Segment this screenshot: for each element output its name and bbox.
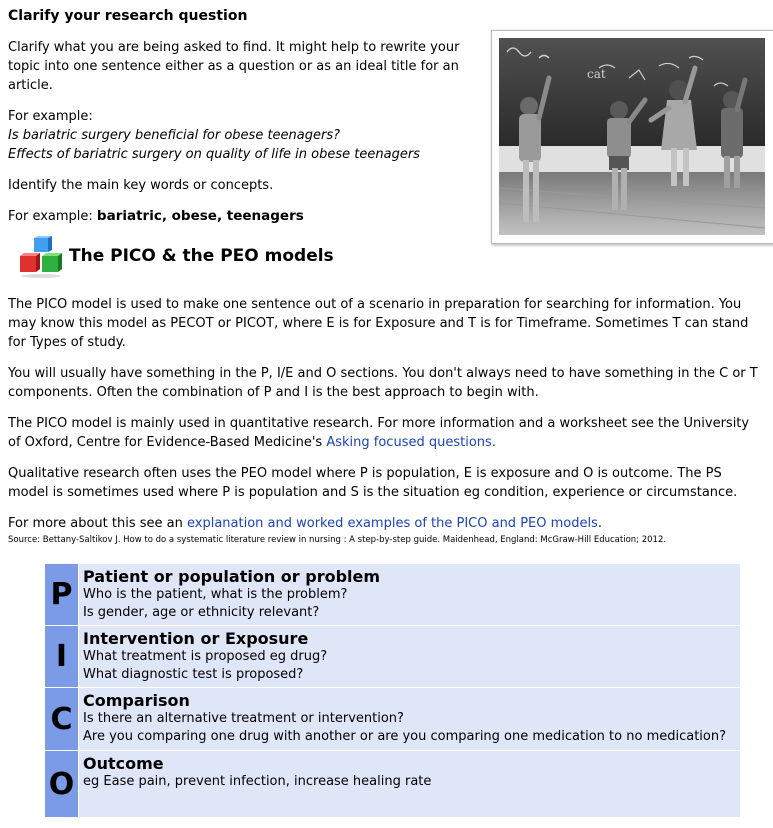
pico-row-line: Who is the patient, what is the problem? — [83, 587, 348, 602]
pico-row-line: What treatment is proposed eg drug? — [83, 649, 328, 664]
pico-row-o — [45, 751, 740, 818]
keywords-prefix: For example: — [8, 209, 97, 224]
pico-description — [8, 295, 765, 533]
pico-paragraph-3 — [8, 414, 765, 452]
children-chalkboard-photo — [499, 38, 765, 235]
pico-table — [45, 564, 740, 818]
pico-content — [78, 626, 740, 687]
example-block — [8, 107, 478, 164]
pico-row-line: What diagnostic test is proposed? — [83, 667, 304, 682]
pico-paragraph-3-text: The PICO model is mainly used in quantitative research. For more information and a worksheet see the University of Oxford, Centre for Evidence-Based Medicine's — [8, 416, 750, 450]
section-heading: Clarify your research question — [8, 8, 248, 24]
pico-row-c — [45, 688, 740, 751]
more-info-suffix: . — [597, 516, 603, 531]
pico-row-line: eg Ease pain, prevent infection, increase healing rate — [83, 774, 432, 789]
pico-row-i — [45, 626, 740, 688]
pico-row-title: Intervention or Exposure — [83, 629, 309, 648]
photo-frame — [491, 30, 773, 244]
asking-focused-questions-link[interactable]: Asking focused questions. — [326, 435, 496, 450]
example-title: Effects of bariatric surgery on quality of life in obese teenagers — [8, 147, 420, 162]
pico-heading: The PICO & the PEO models — [69, 246, 334, 266]
keywords-example — [8, 207, 478, 226]
peo-paragraph: Qualitative research often uses the PEO model where P is population, E is exposure and O is outcome. The PS model is sometimes used where P is population and S is the situation eg condition, experience or circumstance. — [8, 466, 738, 500]
pico-letter: O — [45, 751, 78, 817]
keywords-instruction: Identify the main key words or concepts. — [8, 178, 274, 193]
photo-illustration — [499, 38, 765, 235]
colored-cubes-icon — [16, 236, 66, 278]
pico-letter: I — [45, 626, 78, 687]
pico-letter: C — [45, 688, 78, 750]
pico-peo-examples-link[interactable]: explanation and worked examples of the PICO and PEO models — [187, 516, 598, 531]
pico-row-title: Comparison — [83, 691, 190, 710]
pico-row-p — [45, 564, 740, 626]
pico-row-line: Is there an alternative treatment or intervention? — [83, 711, 404, 726]
pico-content — [78, 688, 740, 750]
example-question: Is bariatric surgery beneficial for obese teenagers? — [8, 128, 341, 143]
more-info-prefix: For more about this see an — [8, 516, 187, 531]
intro-text — [8, 38, 478, 238]
pico-paragraph-2: You will usually have something in the P, I/E and O sections. You don't always need to have something in the C or T components. Often the combination of P and I is the best approach to begin with. — [8, 366, 758, 400]
pico-content — [78, 751, 740, 817]
chalk-word: cat — [587, 67, 606, 81]
pico-row-line: Is gender, age or ethnicity relevant? — [83, 605, 320, 620]
pico-row-title: Patient or population or problem — [83, 567, 381, 586]
source-citation: Source: Bettany-Saltikov J. How to do a systematic literature review in nursing : A step-by-step guide. Maidenhead, England: McGraw-Hill Education; 2012. — [8, 535, 667, 545]
pico-row-title: Outcome — [83, 754, 164, 773]
pico-content — [78, 564, 740, 625]
intro-paragraph: Clarify what you are being asked to find. It might help to rewrite your topic into one sentence either as a question or as an ideal title for an article. — [8, 40, 460, 93]
pico-letter: P — [45, 564, 78, 625]
example-label: For example: — [8, 109, 93, 124]
keywords-list: bariatric, obese, teenagers — [96, 208, 304, 224]
pico-row-line: Are you comparing one drug with another or are you comparing one medication to no medication? — [83, 729, 727, 744]
pico-paragraph-1: The PICO model is used to make one sentence out of a scenario in preparation for searching for information. You may know this model as PECOT or PICOT, where E is for Exposure and T is for Timeframe. Sometimes T can stand for Types of study. — [8, 297, 749, 350]
more-info-paragraph — [8, 514, 765, 533]
